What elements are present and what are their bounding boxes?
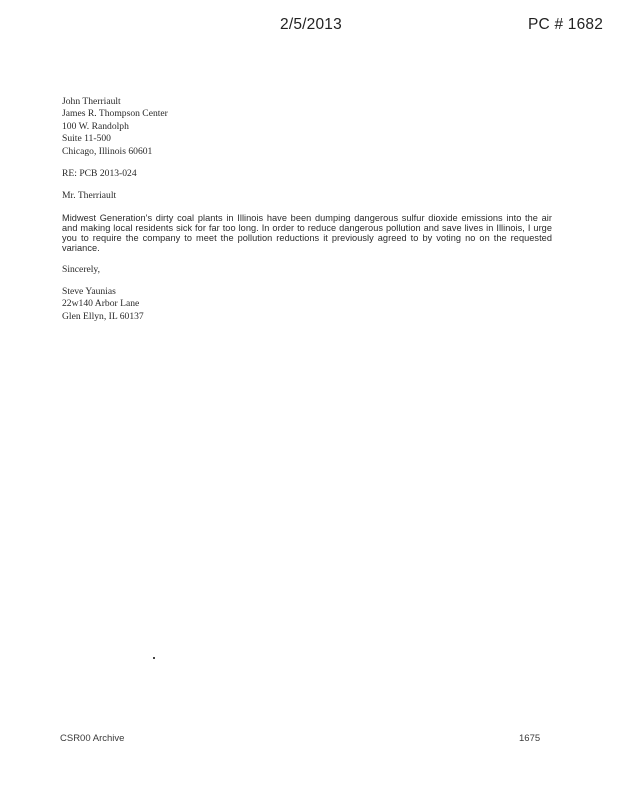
sender-signature-block [62,286,552,323]
sender-city: Glen Ellyn, IL 60137 [62,310,144,322]
recipient-city: Chicago, Illinois 60601 [62,145,153,157]
footer-archive-label: CSR00 Archive [60,733,125,744]
recipient-suite: Suite 11-500 [62,133,111,145]
letter-body [62,96,552,323]
letter-paragraph: Midwest Generation's dirty coal plants in Illinois have been dumping dangerous sulfur dioxide emissions into the air and making local residents sick for far too long. In order to reduce dangerous pollution and save lives in Illinois, I urge you to require the company to meet the pollution reductions it previously agreed to by voting no on the requested variance. [62,212,552,254]
recipient-address [62,96,552,158]
recipient-building: James R. Thompson Center [62,108,168,120]
scan-speck [153,657,155,659]
header-pc-number: PC # 1682 [528,16,604,33]
closing: Sincerely, [62,263,101,275]
salutation: Mr. Therriault [62,190,117,202]
recipient-name: John Therriault [62,96,121,107]
sender-name: Steve Yaunias [62,286,116,298]
reference-line: RE: PCB 2013-024 [62,168,137,180]
footer-page-number: 1675 [519,733,541,744]
recipient-street: 100 W. Randolph [62,120,129,132]
sender-street: 22w140 Arbor Lane [62,298,140,310]
header-date: 2/5/2013 [280,16,342,33]
